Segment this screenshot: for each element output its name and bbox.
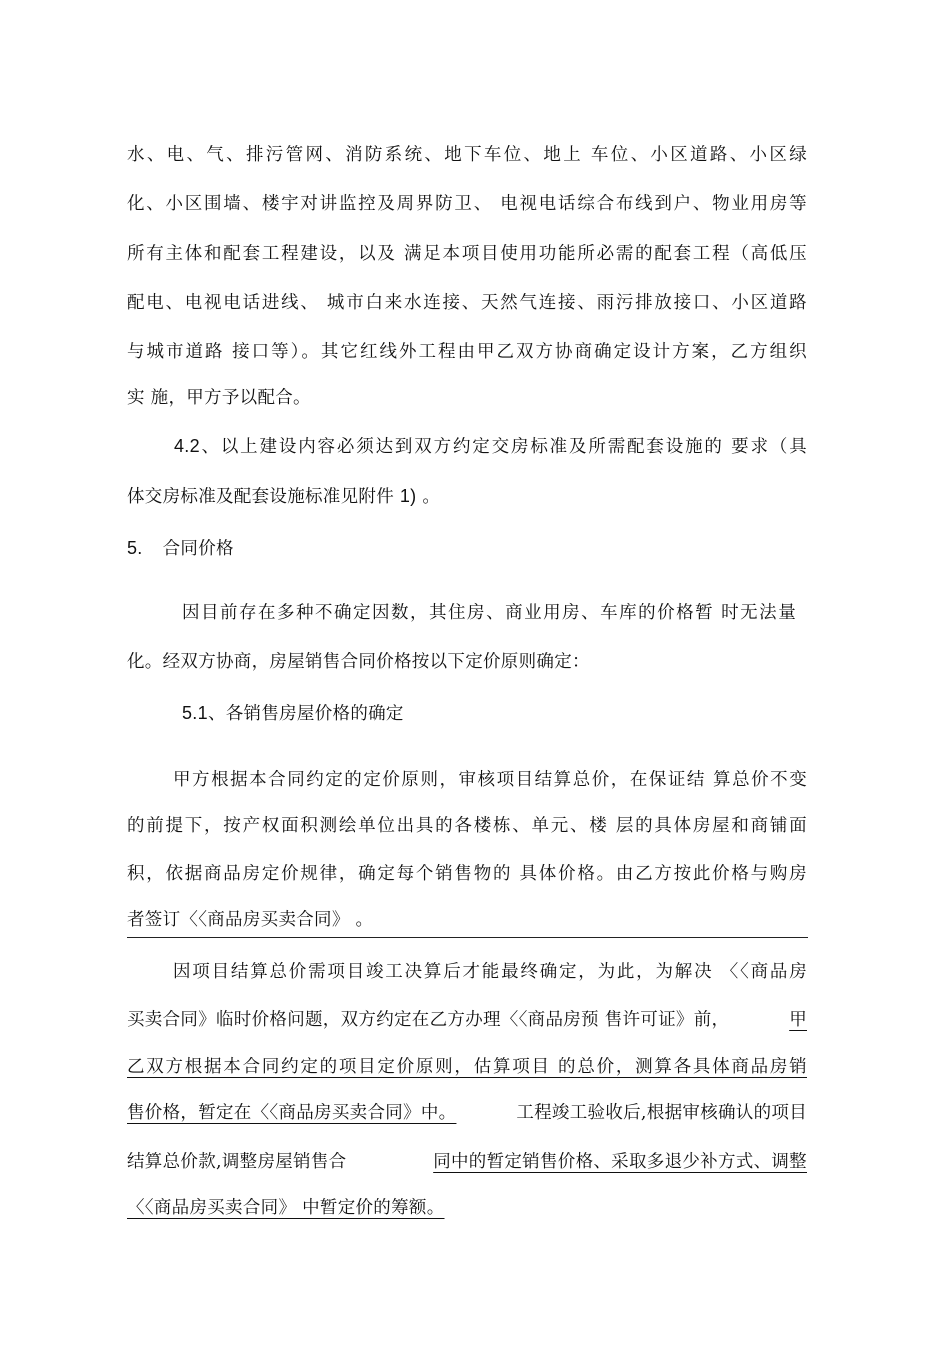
clause-number: 4.2 xyxy=(174,436,200,456)
para5-underlined-text: 甲 xyxy=(789,1010,807,1030)
clause-text: 、以上建设内容必须达到双方约定交房标准及所需配套设施的 要求（具 xyxy=(199,437,807,457)
para5-line-5 xyxy=(127,1150,807,1174)
para1-line-6: 实 施，甲方予以配合。 xyxy=(127,388,311,408)
clause-text-end: 。 xyxy=(416,487,441,507)
clause-text: 体交房标准及配套设施标准见附件 xyxy=(127,487,400,507)
para1-line-3: 所有主体和配套工程建设，以及 满足本项目使用功能所必需的配套工程（高低压 xyxy=(127,244,807,264)
para5-underlined-text: 同中的暂定销售价格、采取多退少补方式、调整 xyxy=(433,1152,807,1172)
clause-number: 5.1 xyxy=(182,703,208,723)
para5-underlined-text: 售价格，暂定在〈〈商品房买卖合同》中。 xyxy=(127,1103,457,1123)
para3-line-1: 因目前存在多种不确定因数，其住房、商业用房、车库的价格暂 时无法量 xyxy=(182,603,796,623)
clause-4-2-line-1 xyxy=(174,434,807,459)
para3-line-2: 化。经双方协商，房屋销售合同价格按以下定价原则确定： xyxy=(127,652,590,672)
para5-line-4 xyxy=(127,1101,807,1125)
clause-4-2-line-2 xyxy=(127,484,440,509)
attachment-number: 1) xyxy=(399,486,417,506)
para1-line-4: 配电、电视电话进线、 城市白来水连接、天然气连接、雨污排放接口、小区道路 xyxy=(127,293,807,313)
para5-text: 结算总价款,调整房屋销售合 xyxy=(127,1152,347,1172)
clause-5-1-heading xyxy=(182,701,404,726)
section-number: 5. xyxy=(127,538,143,558)
para5-text: 买卖合同》临时价格问题，双方约定在乙方办理〈〈商品房预 售许可证》前， xyxy=(127,1010,730,1030)
para5-line-3: 乙双方根据本合同约定的项目定价原则，估算项目 的总价，测算各具体商品房销 xyxy=(127,1057,807,1077)
para4-line-3: 积，依据商品房定价规律，确定每个销售物的 具体价格。由乙方按此价格与购房 xyxy=(127,864,807,884)
para5-line-2 xyxy=(127,1008,807,1032)
horizontal-rule xyxy=(127,937,808,938)
para5-text: 工程竣工验收后,根据审核确认的项目 xyxy=(516,1103,807,1123)
para5-line-6: 〈〈商品房买卖合同》 中暂定价的筹额。 xyxy=(127,1198,445,1218)
para5-line-1: 因项目结算总价需项目竣工决算后才能最终确定，为此，为解决 〈〈商品房 xyxy=(173,962,807,982)
para4-line-4: 者签订〈〈商品房买卖合同》 。 xyxy=(127,910,374,930)
para1-line-1: 水、电、气、排污管网、消防系统、地下车位、地上 车位、小区道路、小区绿 xyxy=(127,145,807,165)
section-5-heading xyxy=(127,536,234,561)
para1-line-5: 与城市道路 接口等）。其它红线外工程由甲乙双方协商确定设计方案，乙方组织 xyxy=(127,342,807,362)
clause-title: 、各销售房屋价格的确定 xyxy=(207,704,404,724)
para4-line-1: 甲方根据本合同约定的定价原则，审核项目结算总价，在保证结 算总价不变 xyxy=(173,770,807,790)
para1-line-2: 化、小区围墙、楼宇对讲监控及周界防卫、 电视电话综合布线到户、物业用房等 xyxy=(127,194,807,214)
para4-line-2: 的前提下，按产权面积测绘单位出具的各楼栋、单元、楼 层的具体房屋和商铺面 xyxy=(127,816,807,836)
section-title: 合同价格 xyxy=(162,539,234,559)
